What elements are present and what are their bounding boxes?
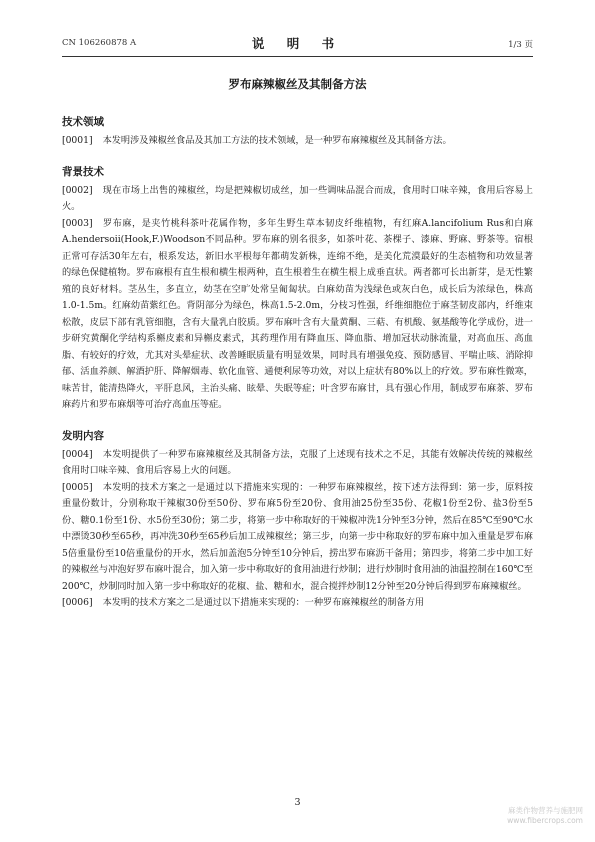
paragraph-number: [0006] [62,597,93,608]
section-technical-field [62,114,533,150]
watermark [507,806,583,826]
paragraph-text: 本发明的技术方案之二是通过以下措施来实现的：一种罗布麻辣椒丝的制备方用 [102,597,425,608]
section-background [62,164,533,414]
paragraph-0006 [62,595,533,612]
paragraph-text: 罗布麻，是夹竹桃科茶叶花属作物，多年生野生草本韧皮纤维植物，有红麻A.lancifolium Rus和白麻A.hendersoii(Hook,F.)Woodson不同品种。罗布麻的别名很多，如茶叶花、茶棵子、漆麻、野麻、野茶等。宿根正常可存活30年左右，根系发达，新旧水平根每年都萌发新株，连绵不绝，是美化荒漠最好的生态植物和功效显著的绿色保健植物。罗布麻根有直生根和横生根两种，直生根着生在横生根上成垂直状。两者都可长出新芽，是无性繁殖的良好材料。茎丛生，多直立，幼茎在空旷处常呈匍匐状。白麻幼苗为浅绿色或灰白色，成长后为浓绿色，株高1.0-1.5m。红麻幼苗紫红色。背阴部分为绿色，株高1.5-2.0m，分枝习性强，纤维细胞位于麻茎韧皮部内，纤维束松散，皮层下部有乳管细胞，含有大量乳白胶质。罗布麻叶含有大量黄酮、三萜、有机酸、氨基酸等化学成份，进一步研究黄酮化学结构系槲皮素和异槲皮素式，其药理作用有降血压、降血脂、增加冠状动脉流量，对高血压、高血脂、有较好的疗效，尤其对头晕症状、改善睡眠质量有明显效果，同时具有增强免疫、预防感冒、平喘止咳、消除抑郁、活血养颜、解酒护肝、降解烟毒、软化血管、通便利尿等功效，对以上症状有80%以上的疗效。罗布麻性微寒，味苦甘，能清热降火，平肝息风，主治头痛、眩晕、失眠等症；叶含罗布麻甘，具有强心作用，制成罗布麻茶、罗布麻药片和罗布麻烟等可治疗高血压等症。 [62,217,533,410]
paragraph-0005 [62,480,533,596]
paragraph-number: [0004] [62,448,93,460]
watermark-site-name: 麻类作物营养与施肥网 [508,806,583,815]
section-heading: 背景技术 [62,165,104,178]
paragraph-number: [0003] [62,217,93,229]
document-type: 说 明 书 [251,36,344,51]
paragraph-0003 [62,216,533,414]
paragraph-text: 本发明的技术方案之一是通过以下措施来实现的：一种罗布麻辣椒丝，按下述方法得到：第一步，原料按重量份数计，分别称取干辣椒30份至50份、罗布麻5份至20份、食用油25份至35份、花椒1份至2份、盐3份至5份、糖0.1份至1份、水5份至30份；第二步，将第一步中称取好的干辣椒冲洗1分钟至3分钟，然后在85℃至90℃水中漂烫30秒至65秒，再冲洗30秒至65秒后加工成辣椒丝；第三步，向第一步中称取好的罗布麻中加入重量是罗布麻5倍重量份至10倍重量份的开水，然后加盖泡5分钟至10分钟后，捞出罗布麻沥干备用；第四步，将第二步中加工好的辣椒丝与冲泡好罗布麻叶混合，加入第一步中称取好的食用油进行炒制；进行炒制时食用油的油温控制在160℃至200℃，炒制同时加入第一步中称取好的花椒、盐、糖和水，混合搅拌炒制12分钟至20分钟后得到罗布麻辣椒丝。 [62,481,533,592]
section-heading: 发明内容 [62,429,104,442]
paragraph-text: 现在市场上出售的辣椒丝，均是把辣椒切成丝，加一些调味品混合而成，食用时口味辛辣，食用后容易上火。 [62,184,533,212]
document-body [62,72,533,612]
patent-number: CN 106260878 A [62,38,137,48]
section-summary [62,428,533,612]
paragraph-0001 [62,133,533,150]
paragraph-number: [0005] [62,481,93,493]
paragraph-0004 [62,447,533,480]
section-heading: 技术领域 [62,116,104,128]
paragraph-number: [0001] [62,135,93,146]
page-number: 3 [294,797,301,808]
watermark-url: www.fibercrops.com [507,816,583,825]
page-count: 1/3 页 [508,40,533,50]
paragraph-text: 本发明涉及辣椒丝食品及其加工方法的技术领域，是一种罗布麻辣椒丝及其制备方法。 [102,135,452,146]
paragraph-0002 [62,183,533,216]
page-header [62,30,533,57]
document-title: 罗布麻辣椒丝及其制备方法 [228,77,367,91]
paragraph-text: 本发明提供了一种罗布麻辣椒丝及其制备方法，克服了上述现有技术之不足，其能有效解决传统的辣椒丝食用时口味辛辣、食用后容易上火的问题。 [62,448,533,476]
paragraph-number: [0002] [62,184,93,196]
